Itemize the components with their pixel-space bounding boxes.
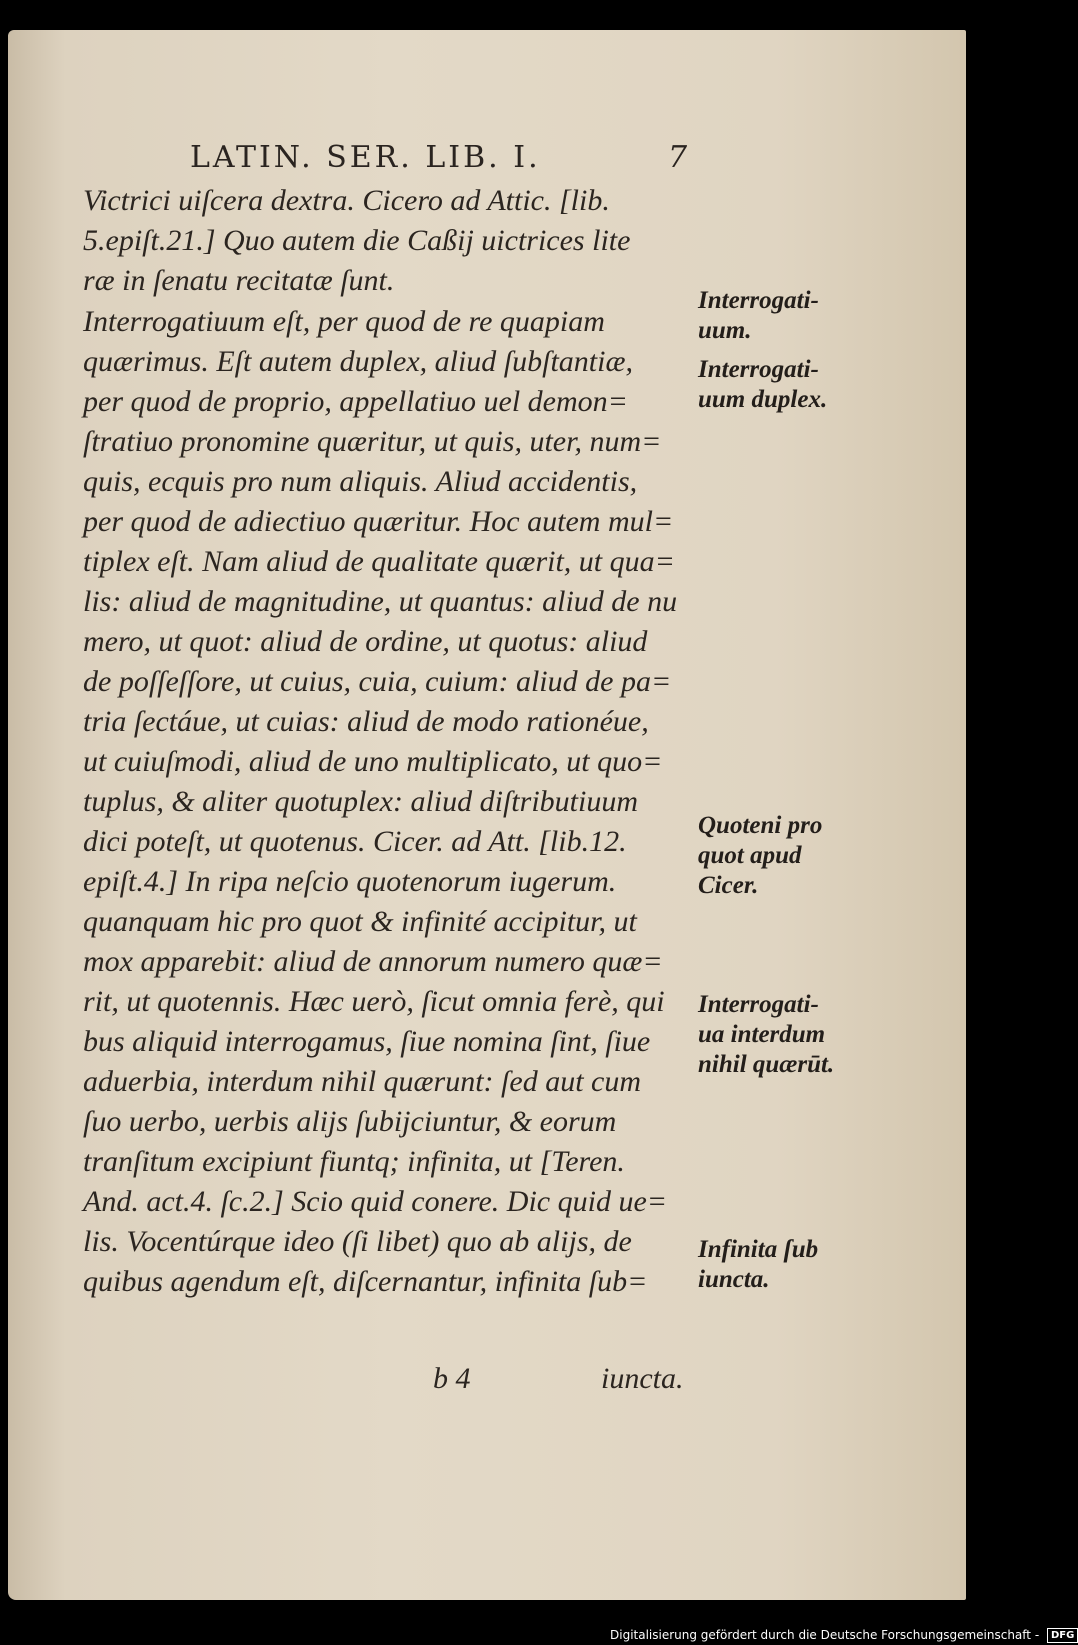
marginal-note-line: Interrogati-	[698, 991, 819, 1018]
marginal-note-line: ua interdum	[698, 1021, 826, 1048]
text-line: lis: aliud de magnitudine, ut quantus: aliud de nu	[83, 585, 678, 618]
text-line: mero, ut quot: aliud de ordine, ut quotus: aliud	[83, 625, 648, 658]
signature-mark: b 4	[433, 1362, 471, 1395]
text-line: de poſſeſſore, ut cuius, cuia, cuium: aliud de pa=	[83, 665, 672, 698]
page-number: 7	[668, 140, 691, 175]
text-line: quibus agendum eſt, diſcernantur, infinita ſub=	[83, 1265, 648, 1298]
text-line: rit, ut quotennis. Hæc uerò, ſicut omnia ferè, qui	[83, 985, 665, 1018]
marginal-note-line: Interrogati-	[698, 356, 819, 383]
marginal-note-line: Infinita ſub	[698, 1236, 819, 1263]
marginal-note-line: uum duplex.	[698, 386, 828, 413]
text-line: ſuo uerbo, uerbis alijs ſubijciuntur, & eorum	[83, 1105, 617, 1138]
book-page	[8, 30, 966, 1600]
text-line: And. act.4. ſc.2.] Scio quid conere. Dic quid ue=	[83, 1185, 668, 1218]
text-line: ſtratiuo pronomine quæritur, ut quis, uter, num=	[83, 425, 662, 458]
text-line: Victrici uiſcera dextra. Cicero ad Attic. [lib.	[83, 184, 610, 217]
text-line: quanquam hic pro quot & infinité accipitur, ut	[83, 905, 637, 938]
credit-text: Digitalisierung gefördert durch die Deutsche Forschungsgemeinschaft -	[610, 1628, 1040, 1642]
dfg-logo-icon: DFG	[1047, 1628, 1078, 1643]
running-title: LATIN. SER. LIB. I.	[190, 140, 541, 175]
text-line: 5.epiſt.21.] Quo autem die Caßij uictrices lite	[83, 224, 631, 257]
running-header	[190, 140, 690, 180]
text-line: Interrogatiuum eſt, per quod de re quapiam	[83, 305, 605, 338]
text-line: quærimus. Eſt autem duplex, aliud ſubſtantiæ,	[83, 345, 633, 378]
text-line: tria ſectáue, ut cuias: aliud de modo rationéue,	[83, 705, 649, 738]
text-line: epiſt.4.] In ripa neſcio quotenorum iugerum.	[83, 865, 617, 898]
text-line: tuplus, & aliter quotuplex: aliud diſtributiuum	[83, 785, 638, 818]
text-line: bus aliquid interrogamus, ſiue nomina ſint, ſiue	[83, 1025, 651, 1058]
marginal-note-line: Interrogati-	[698, 287, 819, 314]
text-line: quis, ecquis pro num aliquis. Aliud accidentis,	[83, 465, 638, 498]
marginal-note-line: nihil quærūt.	[698, 1051, 835, 1078]
marginal-note-line: iuncta.	[698, 1266, 770, 1293]
text-line: per quod de proprio, appellatiuo uel demon=	[83, 385, 628, 418]
marginal-note-line: quot apud	[698, 842, 802, 869]
text-line: ut cuiuſmodi, aliud de uno multiplicato, ut quo=	[83, 745, 663, 778]
marginal-note-line: Cicer.	[698, 872, 759, 899]
text-line: tranſitum excipiunt fiuntq; infinita, ut [Teren.	[83, 1145, 625, 1178]
text-line: per quod de adiectiuo quæritur. Hoc autem mul=	[83, 505, 674, 538]
marginal-note-line: uum.	[698, 317, 752, 344]
text-line: aduerbia, interdum nihil quærunt: ſed aut cum	[83, 1065, 642, 1098]
marginal-note-line: Quoteni pro	[698, 812, 823, 839]
text-line: mox apparebit: aliud de annorum numero quæ=	[83, 945, 663, 978]
text-line: dici poteſt, ut quotenus. Cicer. ad Att. [lib.12.	[83, 825, 627, 858]
catchword: iuncta.	[601, 1362, 684, 1395]
text-line: lis. Vocentúrque ideo (ſi libet) quo ab alijs, de	[83, 1225, 632, 1258]
text-line: ræ in ſenatu recitatæ ſunt.	[83, 264, 395, 297]
text-line: tiplex eſt. Nam aliud de qualitate quærit, ut qua=	[83, 545, 675, 578]
digitization-credit	[610, 1626, 1078, 1644]
